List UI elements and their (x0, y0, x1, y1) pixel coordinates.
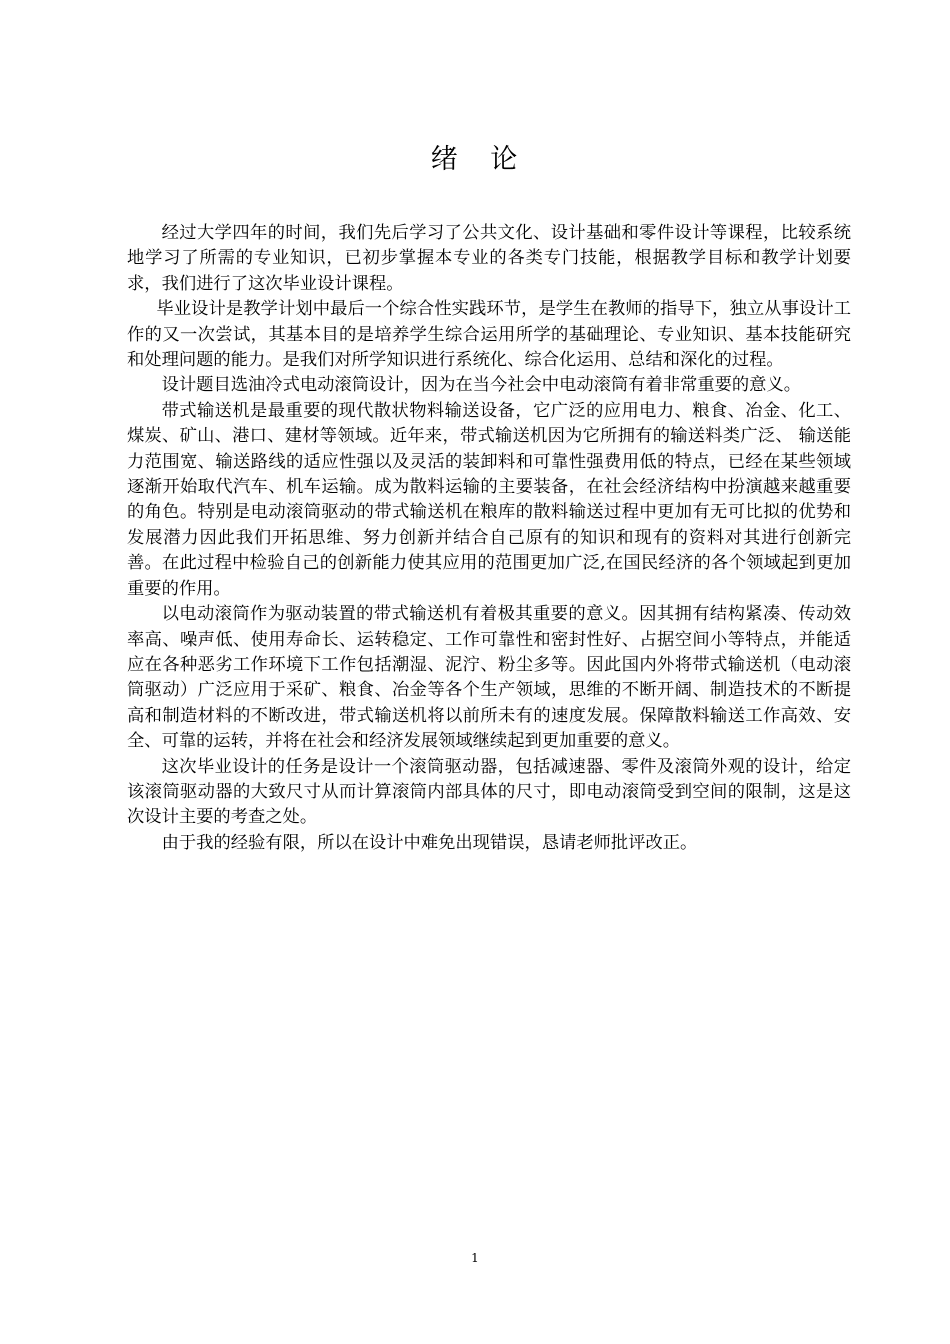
paragraph: 带式输送机是最重要的现代散状物料输送设备，它广泛的应用电力、粮食、冶金、化工、煤炭、矿山、港口、建材等领域。近年来，带式输送机因为它所拥有的输送料类广泛、 输送能力范围宽、输送路线的适应性强以及灵活的装卸料和可靠性强费用低的特点，已经在某些领域逐渐开始取代汽车、机车运输。成为散料运输的主要装备，在社会经济结构中扮演越来越重要的角色。特别是电动滚筒驱动的带式输送机在粮库的散料输送过程中更加有无可比拟的优势和发展潜力因此我们开拓思维、努力创新并结合自己原有的知识和现有的资料对其进行创新完善。在此过程中检验自己的创新能力使其应用的范围更加广泛,在国民经济的各个领域起到更加重要的作用。 (127, 400, 851, 599)
paragraph: 这次毕业设计的任务是设计一个滚筒驱动器，包括减速器、零件及滚筒外观的设计，给定该滚筒驱动器的大致尺寸从而计算滚筒内部具体的尺寸，即电动滚筒受到空间的限制，这是这次设计主要的考查之处。 (127, 756, 851, 828)
paragraph: 由于我的经验有限，所以在设计中难免出现错误，恳请老师批评改正。 (161, 832, 698, 853)
paragraph: 设计题目选油冷式电动滚筒设计，因为在当今社会中电动滚筒有着非常重要的意义。 (161, 375, 802, 396)
paragraph: 以电动滚筒作为驱动装置的带式输送机有着极其重要的意义。因其拥有结构紧凑、传动效率高、噪声低、使用寿命长、运转稳定、工作可靠性和密封性好、占据空间小等特点，并能适应在各种恶劣工作环境下工作包括潮湿、泥泞、粉尘多等。因此国内外将带式输送机（电动滚筒驱动）广泛应用于采矿、粮食、冶金等各个生产领域，思维的不断开阔、制造技术的不断提高和制造材料的不断改进，带式输送机将以前所未有的速度发展。保障散料输送工作高效、安全、可靠的运转，并将在社会和经济发展领域继续起到更加重要的意义。 (127, 604, 851, 752)
body-text (127, 221, 851, 856)
paragraph: 毕业设计是教学计划中最后一个综合性实践环节，是学生在教师的指导下，独立从事设计工作的又一次尝试，其基本目的是培养学生综合运用所学的基础理论、专业知识、基本技能研究和处理问题的能力。是我们对所学知识进行系统化、综合化运用、总结和深化的过程。 (127, 299, 851, 371)
page-title: 绪 论 (430, 144, 530, 175)
paragraph: 经过大学四年的时间，我们先后学习了公共文化、设计基础和零件设计等课程，比较系统地学习了所需的专业知识，已初步掌握本专业的各类专门技能，根据教学目标和教学计划要求，我们进行了这次毕业设计课程。 (127, 223, 851, 294)
page-number: 1 (471, 1251, 479, 1265)
